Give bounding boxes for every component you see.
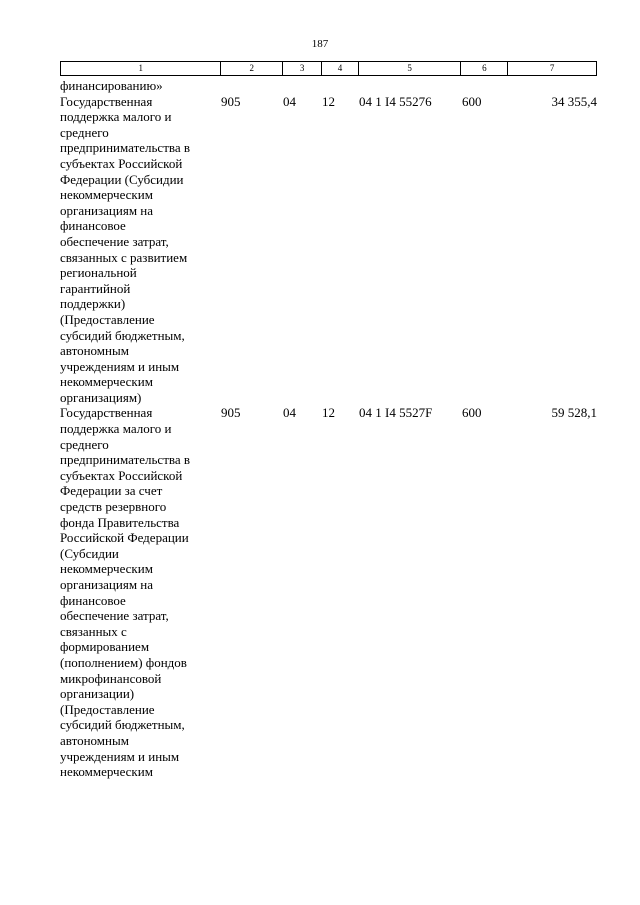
row-description: [60, 94, 221, 406]
description-line: (Субсидии: [60, 545, 119, 561]
description-line: (Предоставление: [60, 311, 155, 327]
description-line: среднего: [60, 124, 109, 140]
description-line: субсидий бюджетным,: [60, 717, 185, 733]
table-header-row: [60, 61, 597, 76]
admin-code: 905: [221, 93, 241, 109]
description-line: учреждениям и иным: [60, 358, 180, 374]
rows-container: [60, 94, 597, 780]
expense-kind-code: 600: [462, 93, 482, 109]
row-description: [60, 405, 221, 779]
description-line: Федерации за счет: [60, 483, 163, 499]
amount-value: 34 355,4: [551, 93, 597, 109]
description-line: фонда Правительства: [60, 514, 180, 530]
description-line: поддержка малого и: [60, 421, 172, 437]
subsection-code: 12: [322, 93, 335, 109]
description-line: субсидий бюджетным,: [60, 327, 185, 343]
target-article-code: 04 1 I4 5527F: [359, 405, 433, 421]
description-line: Государственная: [60, 93, 153, 109]
description-line: учреждениям и иным: [60, 748, 180, 764]
section-code: 04: [283, 93, 296, 109]
section-code: 04: [283, 405, 296, 421]
amount-value: 59 528,1: [551, 405, 597, 421]
description-line: предпринимательства в: [60, 452, 191, 468]
description-line: некоммерческим: [60, 187, 153, 203]
header-col-2: 2: [221, 62, 283, 75]
header-col-5: 5: [359, 62, 462, 75]
admin-code: 905: [221, 405, 241, 421]
subsection-code: 12: [322, 405, 335, 421]
description-line: Государственная: [60, 405, 153, 421]
description-line: поддержка малого и: [60, 109, 172, 125]
expense-kind-code: 600: [462, 405, 482, 421]
description-line: организациям на: [60, 577, 154, 592]
table-row: [60, 94, 597, 406]
description-line: некоммерческим: [60, 374, 153, 390]
description-line: автономным: [60, 343, 129, 359]
header-col-1: 1: [61, 62, 221, 75]
description-line: формированием: [60, 639, 150, 655]
header-col-3: 3: [283, 62, 322, 75]
table-row: [60, 405, 597, 779]
description-line: гарантийной: [60, 280, 131, 296]
header-col-7: 7: [549, 63, 555, 73]
table-body: [60, 78, 597, 780]
description-line: организациям на: [60, 202, 154, 218]
description-line: (Предоставление: [60, 701, 155, 717]
description-line: связанных с: [60, 623, 127, 639]
target-article-code: 04 1 I4 55276: [359, 93, 432, 109]
description-line: обеспечение затрат,: [60, 233, 169, 249]
description-line: средств резервного: [60, 499, 167, 515]
description-line: организациям): [60, 389, 142, 405]
description-line: некоммерческим: [60, 764, 153, 780]
description-line: автономным: [60, 732, 129, 748]
description-line: некоммерческим: [60, 561, 153, 577]
description-line: обеспечение затрат,: [60, 608, 169, 624]
carryover-text: финансированию»: [60, 78, 163, 93]
description-line: среднего: [60, 436, 109, 452]
description-line: поддержки): [60, 296, 126, 312]
description-line: предпринимательства в: [60, 140, 191, 156]
description-line: связанных с развитием: [60, 249, 188, 265]
description-line: (пополнением) фондов: [60, 654, 187, 670]
description-line: организации): [60, 686, 135, 702]
header-col-6: 6: [461, 62, 508, 75]
description-line: Федерации (Субсидии: [60, 171, 184, 187]
page-number: 187: [311, 38, 329, 50]
header-col-4: 4: [322, 62, 359, 75]
description-line: субъектах Российской: [60, 155, 183, 171]
description-line: Российской Федерации: [60, 530, 189, 546]
description-line: финансовое: [60, 592, 126, 608]
description-line: субъектах Российской: [60, 467, 183, 483]
description-line: микрофинансовой: [60, 670, 162, 686]
description-line: финансовое: [60, 218, 126, 234]
description-line: региональной: [60, 265, 137, 281]
